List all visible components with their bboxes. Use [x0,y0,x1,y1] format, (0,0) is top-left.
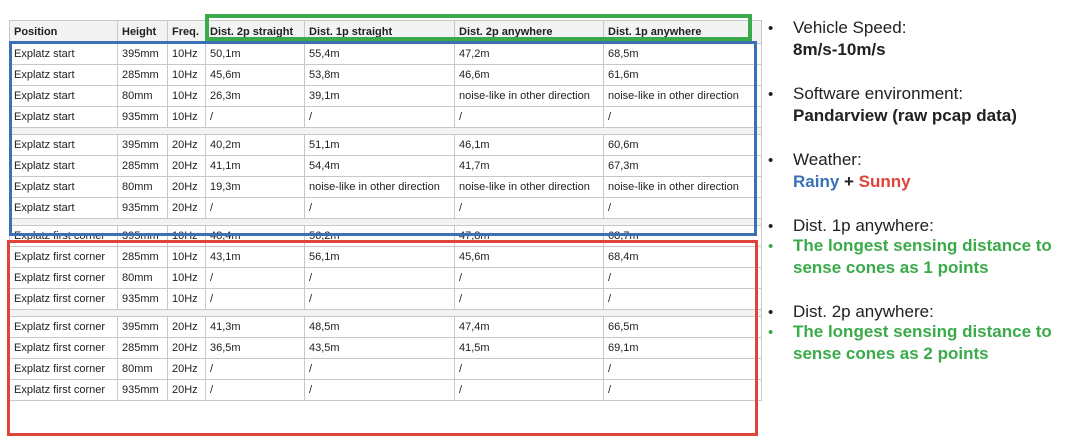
bullet-icon: • [768,152,774,169]
cell-dist-2p-straight: / [206,268,305,289]
cell-dist-2p-straight: 40,2m [206,135,305,156]
cell-dist-2p-anywhere: / [455,359,604,380]
header-dist-1p-anywhere: Dist. 1p anywhere [604,21,762,44]
cell-dist-2p-anywhere: 45,6m [455,247,604,268]
cell-position: Explatz start [10,107,118,128]
cell-dist-1p-anywhere: 68,5m [604,44,762,65]
note-software-label: Software environment: [793,84,964,103]
header-dist-2p-anywhere: Dist. 2p anywhere [455,21,604,44]
bullet-icon: • [768,218,774,235]
cell-dist-2p-straight: / [206,289,305,310]
table-row [10,359,762,380]
header-position: Position [10,21,118,44]
group-separator [10,219,762,226]
cell-dist-1p-anywhere: / [604,268,762,289]
cell-height: 80mm [118,86,168,107]
table-row [10,289,762,310]
cell-height: 395mm [118,317,168,338]
cell-dist-2p-straight: 43,1m [206,247,305,268]
cell-dist-1p-straight: 56,1m [305,247,455,268]
group-separator-row [10,310,762,317]
cell-position: Explatz start [10,44,118,65]
cell-position: Explatz first corner [10,226,118,247]
bullet-icon: • [768,238,774,255]
table-row [10,107,762,128]
cell-position: Explatz start [10,65,118,86]
cell-dist-1p-anywhere: / [604,359,762,380]
cell-position: Explatz start [10,177,118,198]
header-freq: Freq. [168,21,206,44]
cell-dist-1p-anywhere: / [604,107,762,128]
cell-dist-1p-anywhere: 68,7m [604,226,762,247]
cell-dist-1p-straight: / [305,359,455,380]
cell-position: Explatz start [10,86,118,107]
cell-dist-1p-anywhere: 69,1m [604,338,762,359]
cell-position: Explatz start [10,198,118,219]
note-2p-label: Dist. 2p anywhere: [793,302,934,321]
cell-freq: 10Hz [168,226,206,247]
cell-dist-1p-straight: / [305,380,455,401]
note-1p-desc-line2: sense cones as 1 points [793,258,989,277]
header-dist-2p-straight: Dist. 2p straight [206,21,305,44]
group-separator [10,310,762,317]
cell-freq: 10Hz [168,86,206,107]
cell-freq: 20Hz [168,317,206,338]
cell-freq: 10Hz [168,44,206,65]
cell-dist-2p-anywhere: 47,8m [455,226,604,247]
cell-dist-1p-anywhere: / [604,289,762,310]
cell-freq: 20Hz [168,135,206,156]
weather-sunny: Sunny [858,172,911,191]
cell-dist-2p-straight: / [206,198,305,219]
cell-dist-2p-straight: / [206,359,305,380]
note-weather-label: Weather: [793,150,862,169]
cell-dist-2p-straight: 26,3m [206,86,305,107]
cell-dist-1p-straight: 48,5m [305,317,455,338]
table-body [10,44,762,401]
cell-freq: 10Hz [168,289,206,310]
cell-dist-2p-anywhere: / [455,289,604,310]
note-speed-value: 8m/s-10m/s [793,40,886,59]
cell-dist-1p-straight: 54,4m [305,156,455,177]
table-row [10,198,762,219]
cell-dist-1p-anywhere: noise-like in other direction [604,86,762,107]
cell-freq: 20Hz [168,198,206,219]
cell-dist-1p-straight: / [305,268,455,289]
cell-dist-2p-straight: 50,1m [206,44,305,65]
cell-dist-1p-straight: 56,2m [305,226,455,247]
cell-freq: 20Hz [168,338,206,359]
note-software-value: Pandarview (raw pcap data) [793,106,1017,125]
cell-position: Explatz start [10,156,118,177]
cell-position: Explatz first corner [10,289,118,310]
note-1p-desc-line1: The longest sensing distance to [793,236,1052,255]
cell-dist-2p-straight: 41,1m [206,156,305,177]
cell-position: Explatz first corner [10,317,118,338]
cell-dist-2p-anywhere: 46,6m [455,65,604,86]
cell-position: Explatz first corner [10,268,118,289]
cell-height: 80mm [118,177,168,198]
table-row [10,65,762,86]
weather-plus: + [839,172,859,191]
cell-dist-1p-straight: noise-like in other direction [305,177,455,198]
cell-freq: 10Hz [168,247,206,268]
cell-height: 285mm [118,65,168,86]
cell-height: 80mm [118,268,168,289]
cell-dist-2p-anywhere: 47,2m [455,44,604,65]
table-row [10,338,762,359]
header-dist-1p-straight: Dist. 1p straight [305,21,455,44]
cell-dist-1p-straight: 51,1m [305,135,455,156]
table-row [10,268,762,289]
note-1p-label: Dist. 1p anywhere: [793,216,934,235]
table-row [10,86,762,107]
cell-dist-1p-straight: 53,8m [305,65,455,86]
cell-dist-1p-anywhere: 61,6m [604,65,762,86]
header-height: Height [118,21,168,44]
cell-position: Explatz first corner [10,380,118,401]
cell-dist-2p-anywhere: noise-like in other direction [455,177,604,198]
cell-dist-2p-anywhere: / [455,380,604,401]
table-row [10,380,762,401]
cell-height: 935mm [118,198,168,219]
cell-dist-2p-straight: 48,4m [206,226,305,247]
note-weather-value [793,172,911,192]
note-2p-desc-line2: sense cones as 2 points [793,344,989,363]
cell-freq: 20Hz [168,380,206,401]
weather-rainy: Rainy [793,172,840,191]
cell-dist-1p-anywhere: 67,3m [604,156,762,177]
note-2p-desc-line1: The longest sensing distance to [793,322,1052,341]
cell-height: 935mm [118,289,168,310]
cell-height: 935mm [118,107,168,128]
cell-position: Explatz first corner [10,338,118,359]
cell-height: 395mm [118,226,168,247]
cell-position: Explatz first corner [10,247,118,268]
table-row [10,44,762,65]
cell-dist-2p-straight: / [206,107,305,128]
table-row [10,247,762,268]
cell-dist-1p-anywhere: 66,5m [604,317,762,338]
table-row [10,156,762,177]
cell-dist-2p-anywhere: noise-like in other direction [455,86,604,107]
cell-height: 395mm [118,135,168,156]
cell-freq: 20Hz [168,177,206,198]
cell-freq: 20Hz [168,156,206,177]
group-separator-row [10,128,762,135]
cell-dist-1p-anywhere: / [604,380,762,401]
cell-height: 285mm [118,338,168,359]
cell-dist-2p-anywhere: / [455,268,604,289]
cell-height: 395mm [118,44,168,65]
cell-height: 285mm [118,156,168,177]
table-row [10,135,762,156]
cell-dist-2p-straight: 41,3m [206,317,305,338]
bullet-icon: • [768,86,774,103]
cell-dist-2p-anywhere: / [455,107,604,128]
cell-height: 935mm [118,380,168,401]
table-row [10,317,762,338]
cell-dist-1p-straight: 43,5m [305,338,455,359]
cell-dist-2p-straight: 19,3m [206,177,305,198]
bullet-icon: • [768,20,774,37]
cell-dist-2p-straight: / [206,380,305,401]
cell-height: 80mm [118,359,168,380]
cell-dist-2p-anywhere: / [455,198,604,219]
note-speed-label: Vehicle Speed: [793,18,907,37]
group-separator [10,128,762,135]
cell-dist-1p-anywhere: 60,6m [604,135,762,156]
cell-dist-1p-straight: / [305,289,455,310]
cell-freq: 10Hz [168,268,206,289]
cell-dist-2p-straight: 36,5m [206,338,305,359]
cell-dist-1p-straight: / [305,107,455,128]
cell-dist-2p-anywhere: 46,1m [455,135,604,156]
cell-freq: 10Hz [168,107,206,128]
cell-dist-1p-anywhere: noise-like in other direction [604,177,762,198]
cell-height: 285mm [118,247,168,268]
cell-dist-2p-straight: 45,6m [206,65,305,86]
cell-dist-2p-anywhere: 41,7m [455,156,604,177]
cell-position: Explatz first corner [10,359,118,380]
cell-dist-1p-anywhere: / [604,198,762,219]
group-separator-row [10,219,762,226]
bullet-icon: • [768,304,774,321]
cell-dist-1p-straight: 55,4m [305,44,455,65]
cell-dist-1p-straight: 39,1m [305,86,455,107]
cell-dist-1p-straight: / [305,198,455,219]
lidar-distance-table [9,20,762,401]
bullet-icon: • [768,324,774,341]
cell-freq: 20Hz [168,359,206,380]
lidar-distance-table-container [9,20,761,401]
table-header-row [10,21,762,44]
cell-position: Explatz start [10,135,118,156]
cell-dist-1p-anywhere: 68,4m [604,247,762,268]
cell-freq: 10Hz [168,65,206,86]
table-row [10,226,762,247]
cell-dist-2p-anywhere: 41,5m [455,338,604,359]
cell-dist-2p-anywhere: 47,4m [455,317,604,338]
table-row [10,177,762,198]
